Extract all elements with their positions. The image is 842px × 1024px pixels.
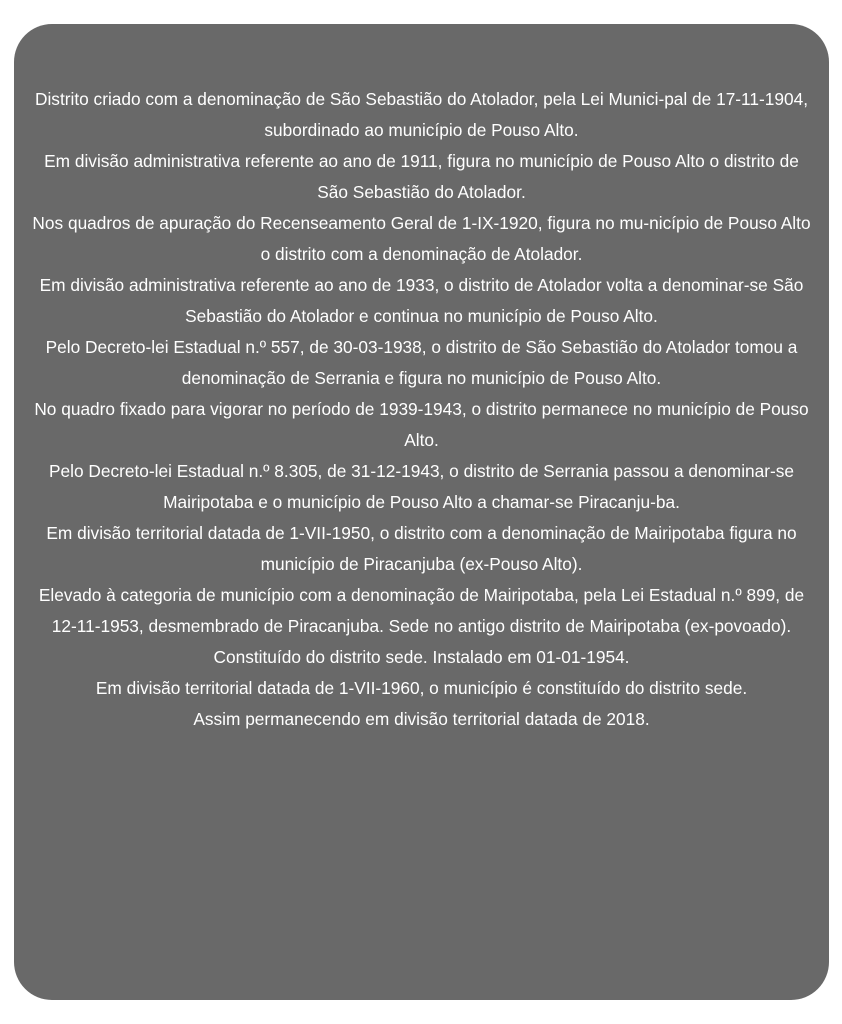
history-paragraph-1950: Em divisão territorial datada de 1-VII-1950, o distrito com a denominação de Mairipotaba figura no município de Piracanjuba (ex-Pouso Alto).	[46, 523, 797, 574]
history-paragraph-1933: Em divisão administrativa referente ao ano de 1933, o distrito de Atolador volta a denominar-se São Sebastião do Atolador e continua no município de Pouso Alto.	[39, 275, 804, 326]
history-paragraph-1943: Pelo Decreto-lei Estadual n.º 8.305, de 31-12-1943, o distrito de Serrania passou a denominar-se Mairipotaba e o município de Pouso Alto a chamar-se Piracanju-ba.	[48, 461, 795, 512]
history-paragraph-creation: Distrito criado com a denominação de São Sebastião do Atolador, pela Lei Munici-pal de 17-11-1904, subordinado ao município de Pouso Alto.	[34, 89, 808, 140]
history-paragraph-1920: Nos quadros de apuração do Recenseamento Geral de 1-IX-1920, figura no mu-nicípio de Pouso Alto o distrito com a denominação de Atolador.	[32, 213, 811, 264]
history-paragraph-1911: Em divisão administrativa referente ao ano de 1911, figura no município de Pouso Alto o distrito de São Sebastião do Atolador.	[44, 151, 799, 202]
history-paragraph-1960: Em divisão territorial datada de 1-VII-1960, o município é constituído do distrito sede.	[95, 678, 748, 698]
municipality-history-text	[32, 84, 811, 735]
history-card	[14, 24, 829, 1000]
history-paragraph-1939: No quadro fixado para vigorar no período de 1939-1943, o distrito permanece no município de Pouso Alto.	[34, 399, 809, 450]
history-paragraph-2018: Assim permanecendo em divisão territorial datada de 2018.	[193, 709, 650, 729]
history-paragraph-1938: Pelo Decreto-lei Estadual n.º 557, de 30-03-1938, o distrito de São Sebastião do Atolador tomou a denominação de Serrania e figura no município de Pouso Alto.	[45, 337, 798, 388]
history-paragraph-1953: Elevado à categoria de município com a denominação de Mairipotaba, pela Lei Estadual n.º 899, de 12-11-1953, desmembrado de Piracanjuba. Sede no antigo distrito de Mairipotaba (ex-povoado). Constituído do distrito sede. Instalado em 01-01-1954.	[38, 585, 805, 667]
